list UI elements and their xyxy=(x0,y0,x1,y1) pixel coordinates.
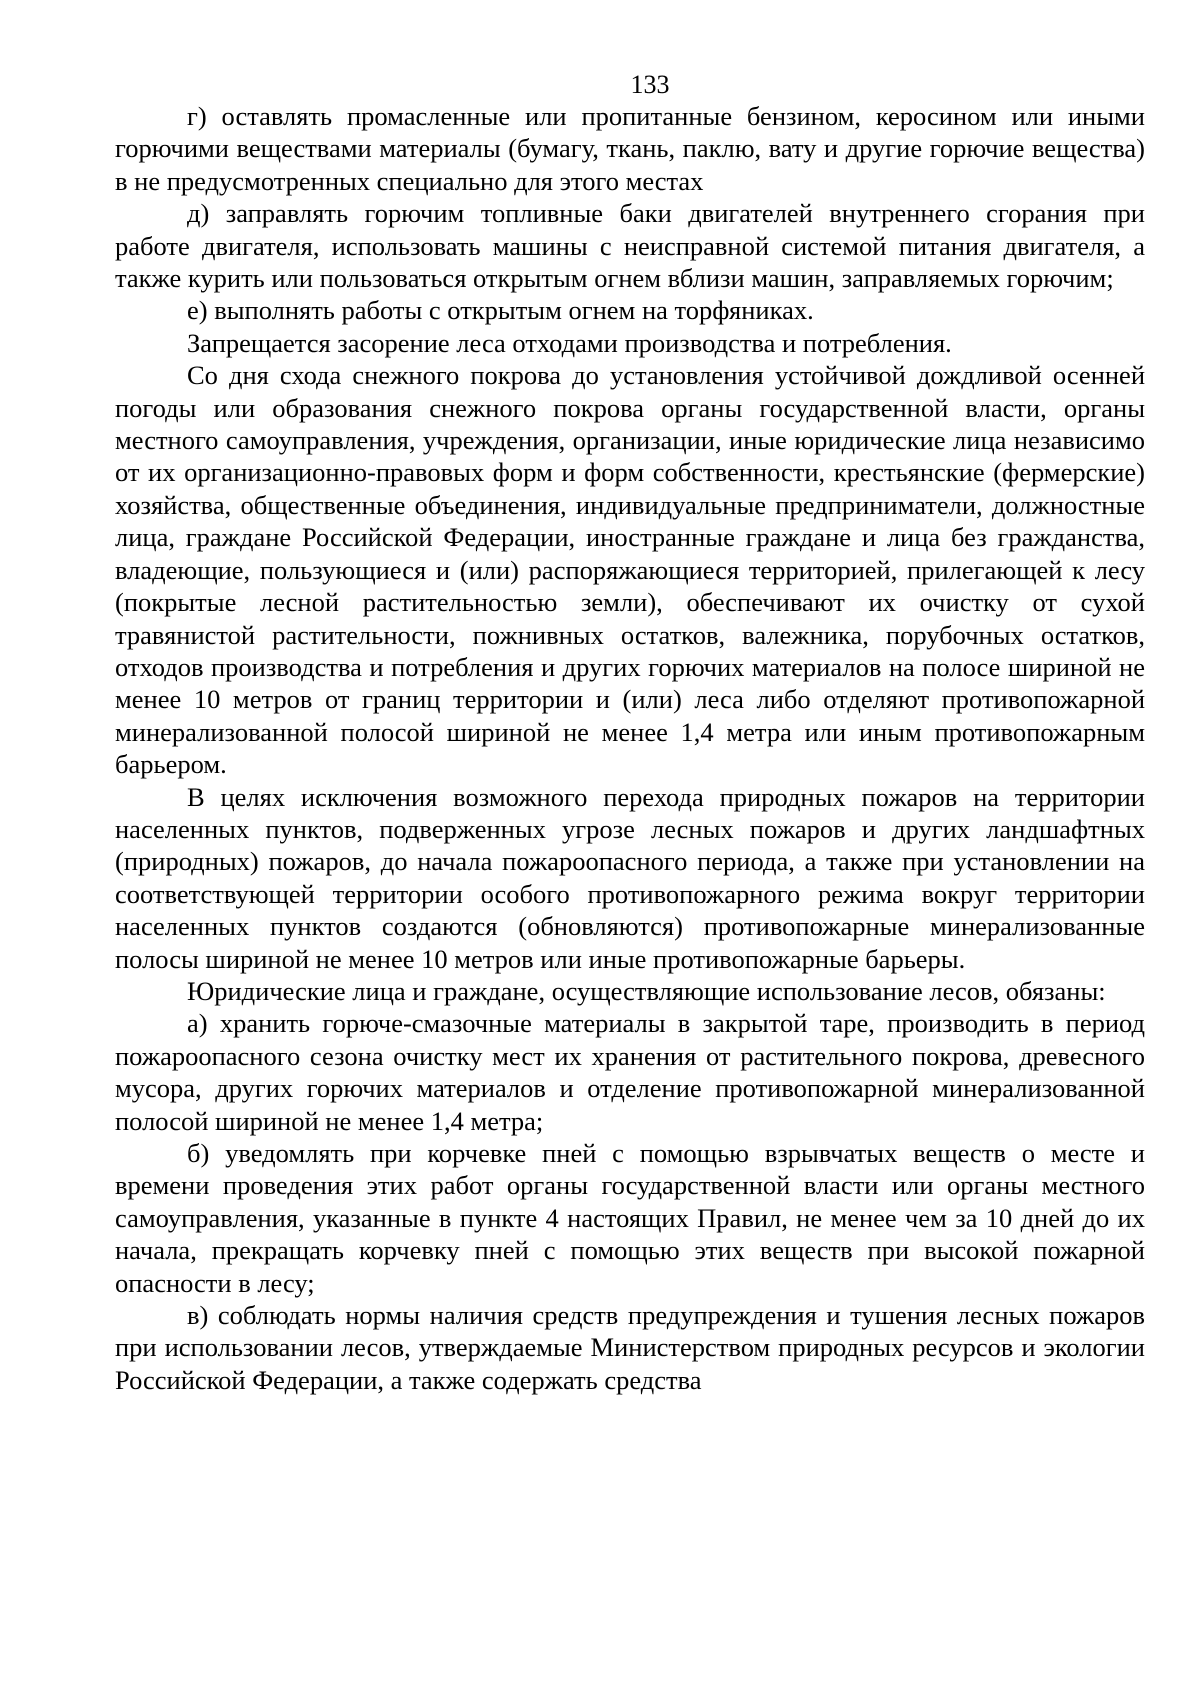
paragraph-clearing-duty: Со дня схода снежного покрова до установления устойчивой дождливой осенней погоды или образования снежного покрова органы государственной власти, органы местного самоуправления, учреждения, организации, иные юридические лица независимо от их организационно-правовых форм и форм собственности, крестьянские (фермерские) хозяйства, общественные объединения, индивидуальные предприниматели, должностные лица, граждане Российской Федерации, иностранные граждане и лица без гражданства, владеющие, пользующиеся и (или) распоряжающиеся территорией, прилегающей к лесу (покрытые лесной растительностью земли), обеспечивают их очистку от сухой травянистой растительности, пожнивных остатков, валежника, порубочных остатков, отходов производства и потребления и других горючих материалов на полосе шириной не менее 10 метров от границ территории и (или) леса либо отделяют противопожарной минерализованной полосой шириной не менее 1,4 метра или иным противопожарным барьером. xyxy=(115,360,1145,780)
paragraph-littering-ban: Запрещается засорение леса отходами производства и потребления. xyxy=(187,327,952,358)
page-number: 133 xyxy=(630,70,670,99)
paragraph-item-a: а) хранить горюче-смазочные материалы в закрытой таре, производить в период пожароопасного сезона очистку мест их хранения от растительного покрова, древесного мусора, других горючих материалов и отделение противопожарной минерализованной полосой шириной не менее 1,4 метра; xyxy=(115,1008,1145,1136)
paragraph-item-d: д) заправлять горючим топливные баки двигателей внутреннего сгорания при работе двигателя, использовать машины с неисправной системой питания двигателя, а также курить или пользоваться открытым огнем вблизи машин, заправляемых горючим; xyxy=(115,198,1145,294)
paragraph-item-e: е) выполнять работы с открытым огнем на торфяниках. xyxy=(187,295,814,326)
paragraph-obligations-intro: Юридические лица и граждане, осуществляющие использование лесов, обязаны: xyxy=(187,975,1106,1006)
document-page xyxy=(115,70,1145,1396)
paragraph-item-v: в) соблюдать нормы наличия средств предупреждения и тушения лесных пожаров при использовании лесов, утверждаемые Министерством природных ресурсов и экологии Российской Федерации, а также содержать средства xyxy=(115,1300,1145,1395)
paragraph-fire-barriers: В целях исключения возможного перехода природных пожаров на территории населенных пунктов, подверженных угрозе лесных пожаров и других ландшафтных (природных) пожаров, до начала пожароопасного периода, а также при установлении на соответствующей территории особого противопожарного режима вокруг территории населенных пунктов создаются (обновляются) противопожарные минерализованные полосы шириной не менее 10 метров или иные противопожарные барьеры. xyxy=(115,781,1145,974)
paragraph-item-b: б) уведомлять при корчевке пней с помощью взрывчатых веществ о месте и времени проведения этих работ органы государственной власти или органы местного самоуправления, указанные в пункте 4 настоящих Правил, не менее чем за 10 дней до их начала, прекращать корчевку пней с помощью этих веществ при высокой пожарной опасности в лесу; xyxy=(115,1138,1145,1298)
paragraph-item-g: г) оставлять промасленные или пропитанные бензином, керосином или иными горючими веществами материалы (бумагу, ткань, паклю, вату и другие горючие вещества) в не предусмотренных специально для этого местах xyxy=(115,101,1145,196)
